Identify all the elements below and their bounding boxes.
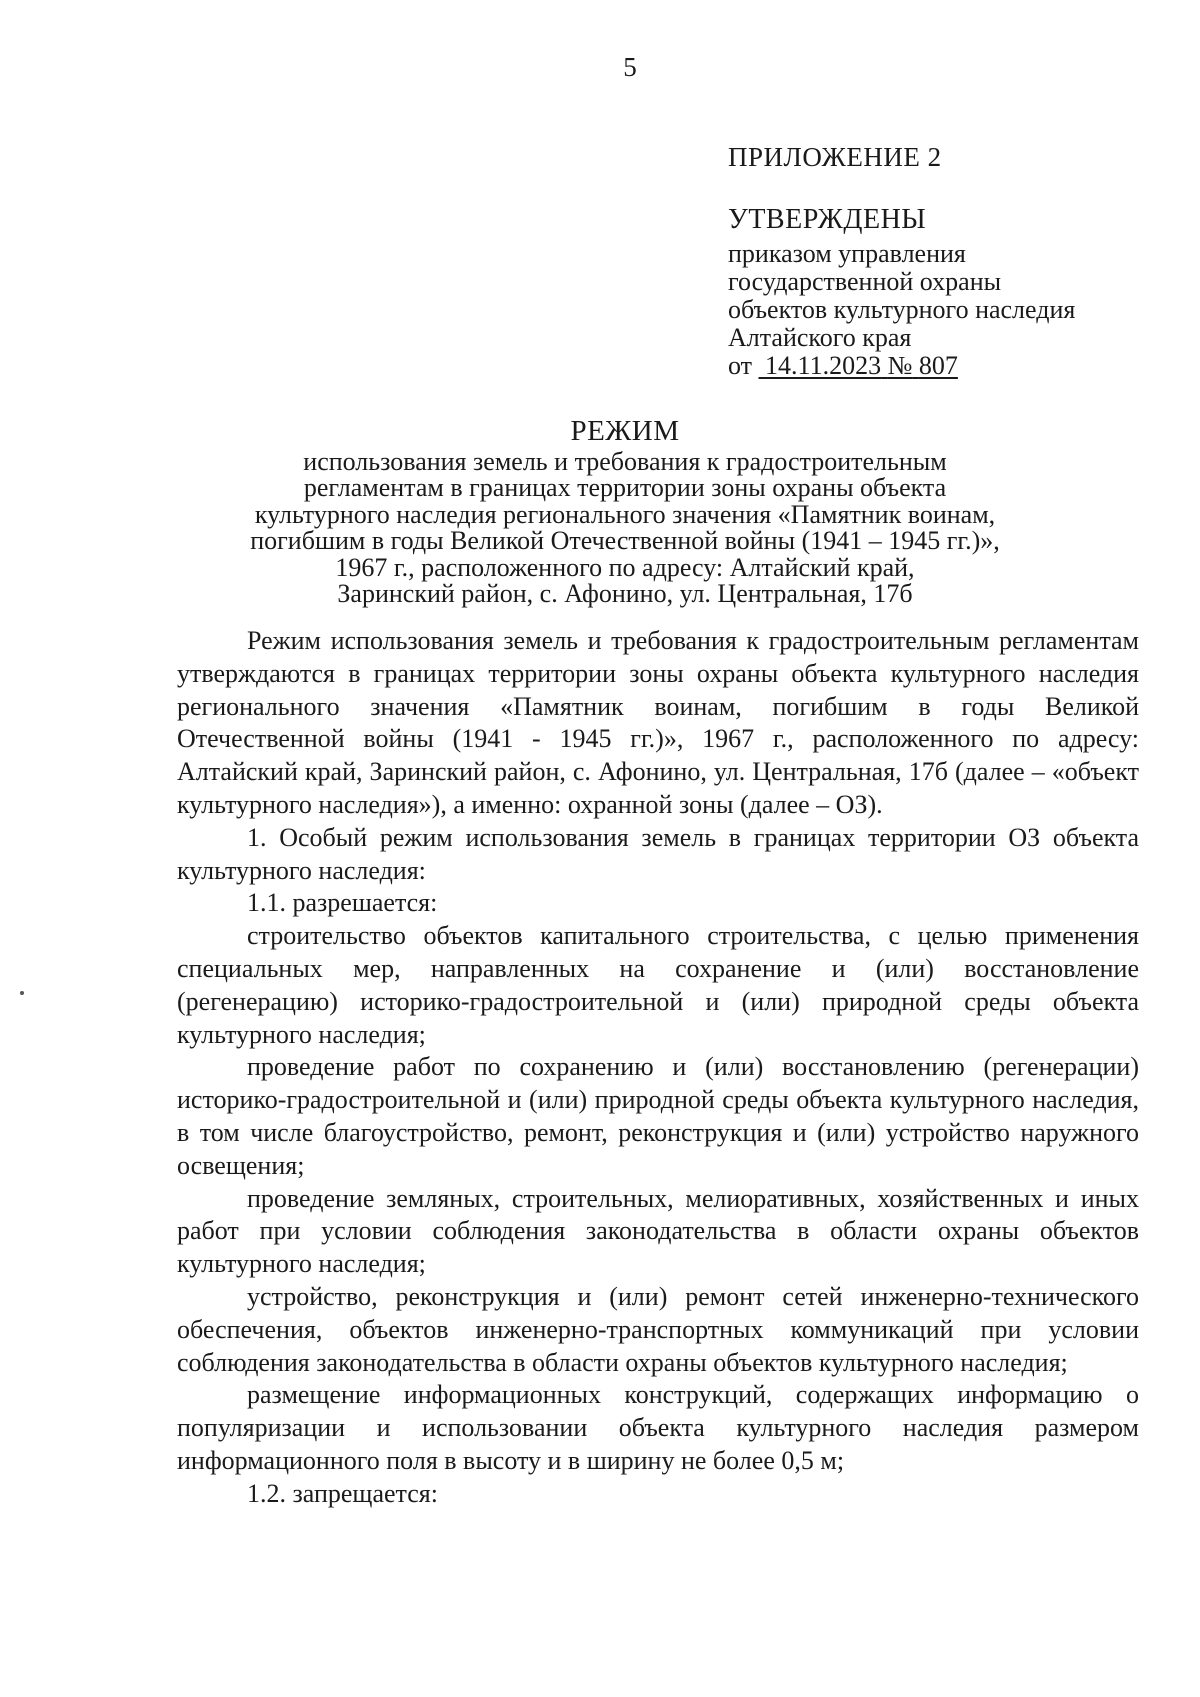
body-paragraph: размещение информационных конструкций, содержащих информацию о популяризации и использовании объекта культурного наследия размером информационного поля в высоту и в ширину не более 0,5 м; [177,1380,1139,1475]
number-sign: № [887,351,913,380]
approval-date [759,351,958,380]
approval-line: приказом управления [728,239,966,268]
title-line: 1967 г., расположенного по адресу: Алтайский край, [335,552,915,582]
appendix-label: ПРИЛОЖЕНИЕ 2 [728,142,942,172]
approval-line: объектов культурного наследия [728,295,1076,324]
document-title-block [190,415,1060,608]
body-paragraph: проведение земляных, строительных, мелиоративных, хозяйственных и иных работ при условии соблюдения законодательства в области охраны объектов культурного наследия; [177,1183,1139,1279]
body-paragraph: 1.2. запрещается: [247,1478,438,1508]
approval-number: 807 [918,351,958,380]
body-paragraph: 1. Особый режим использования земель в границах территории ОЗ объекта культурного наследия: [177,822,1139,885]
title-line: регламентам в границах территории зоны охраны объекта [303,473,947,502]
body-paragraph: 1.1. разрешается: [247,888,438,918]
approval-line: Алтайского края [728,323,912,352]
body-paragraph: проведение работ по сохранению и (или) восстановлению (регенерации) историко-градостроительной и (или) природной среды объекта культурного наследия, в том числе благоустройство, ремонт, реконструкция и (или) устройство наружного освещения; [177,1052,1139,1180]
approval-date-line [728,352,1158,380]
document-body [177,625,1139,1511]
title-line: погибшим в годы Великой Отечественной войны (1941 – 1945 гг.)», [250,526,1000,555]
document-title: РЕЖИМ [570,415,680,447]
page-number: 5 [623,52,637,82]
date-prefix: от [728,351,753,380]
title-line: Заринский район, с. Афонино, ул. Центральная, 17б [337,579,913,608]
title-line: культурного наследия регионального значения «Памятник воинам, [254,499,996,529]
body-paragraph: Режим использования земель и требования к градостроительным регламентам утверждаются в границах территории зоны охраны объекта культурного наследия регионального значения «Памятник воинам, погибшим в годы Великой Отечественной войны (1941 - 1945 гг.)», 1967 г., расположенного по адресу: Алтайский край, Заринский район, с. Афонино, ул. Центральная, 17б (далее – «объект культурного наследия»), а именно: охранной зоны (далее – ОЗ). [177,626,1139,819]
approval-block [728,206,1158,380]
title-line: использования земель и требования к градостроительным [303,446,947,476]
approval-date-value: 14.11.2023 [765,351,882,380]
approval-line: государственной охраны [728,267,1002,296]
scan-speck [20,991,24,995]
body-paragraph: строительство объектов капитального строительства, с целью применения специальных мер, направленных на сохранение и (или) восстановление (регенерацию) историко-градостроительной и (или) природной среды объекта культурного наследия; [177,921,1139,1049]
body-paragraph: устройство, реконструкция и (или) ремонт сетей инженерно-технического обеспечения, объектов инженерно-транспортных коммуникаций при условии соблюдения законодательства в области охраны объектов культурного наследия; [177,1281,1139,1377]
approval-heading: УТВЕРЖДЕНЫ [728,204,927,235]
